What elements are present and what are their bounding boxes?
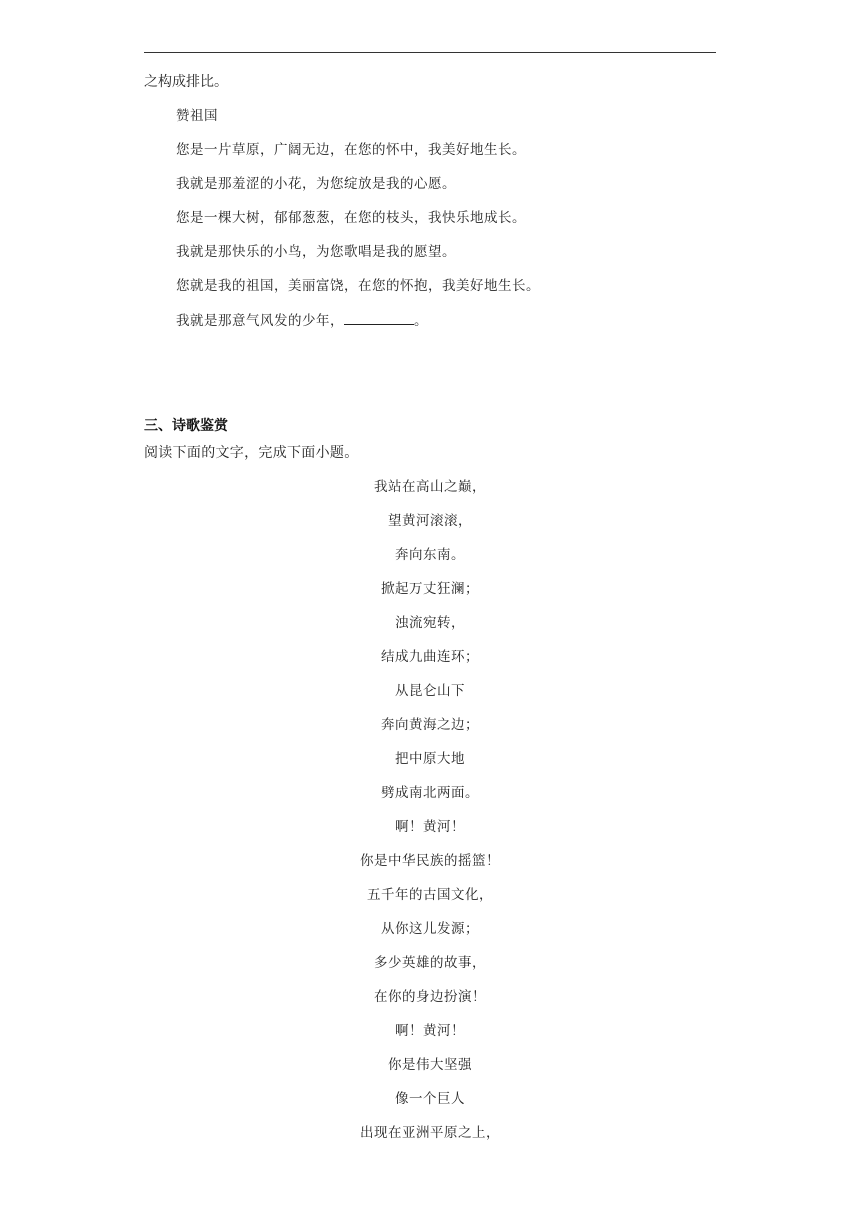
poem-line: 掀起万丈狂澜； <box>381 581 479 597</box>
poem-line: 把中原大地 <box>395 751 465 767</box>
passage-line: 您就是我的祖国，美丽富饶，在您的怀抱，我美好地生长。 <box>176 278 540 294</box>
poem-line: 望黄河滚滚， <box>388 513 472 529</box>
passage-line: 您是一片草原，广阔无边，在您的怀中，我美好地生长。 <box>176 142 526 158</box>
poem-line: 出现在亚洲平原之上， <box>360 1125 500 1141</box>
poem-line: 我站在高山之巅， <box>374 479 486 495</box>
poem-line: 从昆仑山下 <box>395 683 465 699</box>
poem-line: 啊！黄河！ <box>395 1023 465 1039</box>
passage-line: 我就是那羞涩的小花，为您绽放是我的心愿。 <box>176 176 456 192</box>
passage-fill-line <box>176 310 428 331</box>
section-heading: 三、诗歌鉴赏 <box>144 418 228 434</box>
fill-line-suffix: 。 <box>414 313 428 329</box>
poem-line: 结成九曲连环； <box>381 649 479 665</box>
poem-line: 五千年的古国文化， <box>367 887 493 903</box>
passage-line: 我就是那快乐的小鸟，为您歌唱是我的愿望。 <box>176 244 456 260</box>
answer-blank[interactable] <box>344 310 414 325</box>
poem-line: 你是伟大坚强 <box>388 1057 472 1073</box>
poem-line: 啊！黄河！ <box>395 819 465 835</box>
section-instruction: 阅读下面的文字，完成下面小题。 <box>144 445 359 461</box>
poem-line: 像一个巨人 <box>395 1091 465 1107</box>
poem-line: 多少英雄的故事， <box>374 955 486 971</box>
poem-line: 你是中华民族的摇篮！ <box>360 853 500 869</box>
header-divider <box>144 52 716 53</box>
passage-intro: 之构成排比。 <box>144 74 228 90</box>
poem-line: 奔向东南。 <box>395 547 465 563</box>
fill-line-prefix: 我就是那意气风发的少年， <box>176 313 344 329</box>
poem-line: 在你的身边扮演！ <box>374 989 486 1005</box>
passage-line: 您是一棵大树，郁郁葱葱，在您的枝头，我快乐地成长。 <box>176 210 526 226</box>
poem-line: 劈成南北两面。 <box>381 785 479 801</box>
passage-title: 赞祖国 <box>176 108 218 124</box>
poem-line: 奔向黄海之边； <box>381 717 479 733</box>
poem-line: 浊流宛转， <box>395 615 465 631</box>
poem-line: 从你这儿发源； <box>381 921 479 937</box>
